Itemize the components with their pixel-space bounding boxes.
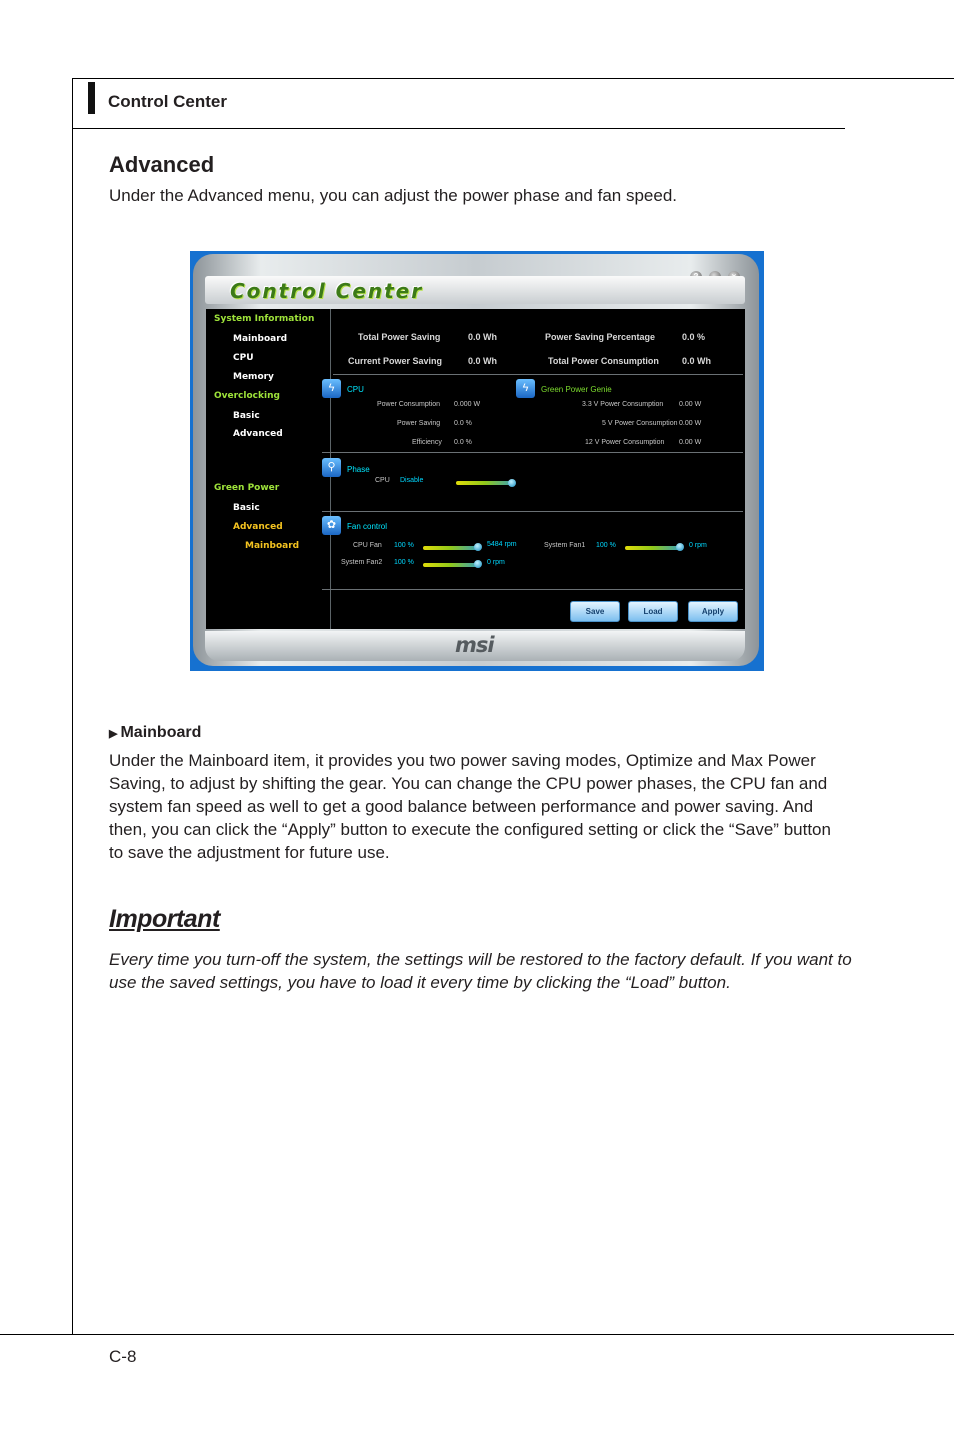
thermometer-icon: ⚲ <box>322 458 341 477</box>
divider <box>322 511 743 512</box>
running-header: Control Center <box>108 92 227 111</box>
intro-text: Under the Advanced menu, you can adjust the power phase and fan speed. <box>109 186 678 205</box>
current-power-saving-label: Current Power Saving <box>348 356 443 366</box>
header-top-rule <box>72 78 954 79</box>
mainboard-heading-text: Mainboard <box>120 724 202 741</box>
header-marker <box>88 82 95 114</box>
nav-gp-basic[interactable]: Basic <box>233 503 260 513</box>
control-center-screenshot <box>190 251 764 671</box>
nav-memory[interactable]: Memory <box>233 372 274 382</box>
current-power-saving-value: 0.0 Wh <box>468 356 498 366</box>
v33-value: 0.00 W <box>679 401 702 408</box>
v12-label: 12 V Power Consumption <box>585 439 665 446</box>
cpu-power-consumption-value: 0.000 W <box>454 401 481 408</box>
total-power-saving-value: 0.0 Wh <box>468 332 498 342</box>
nav-oc-advanced[interactable]: Advanced <box>233 429 283 439</box>
v33-label: 3.3 V Power Consumption <box>582 401 664 408</box>
fan-section-title: Fan control <box>347 522 388 531</box>
title-bar <box>205 276 745 304</box>
sys-fan1-percent: 100 % <box>596 542 616 549</box>
total-power-consumption-label: Total Power Consumption <box>548 356 659 366</box>
nav-system-information[interactable]: System Information <box>214 314 315 324</box>
sys-fan2-percent: 100 % <box>394 559 414 566</box>
v5-value: 0.00 W <box>679 420 702 427</box>
important-heading: Important <box>109 905 220 933</box>
brand-bar <box>205 631 745 661</box>
footer-rule <box>0 1334 954 1335</box>
nav-overclocking[interactable]: Overclocking <box>214 391 280 401</box>
page-left-rule <box>72 78 73 1335</box>
v12-value: 0.00 W <box>679 439 702 446</box>
phase-cpu-label: CPU <box>375 477 390 484</box>
v5-label: 5 V Power Consumption <box>602 420 678 427</box>
cpu-efficiency-value: 0.0 % <box>454 439 472 446</box>
sidebar-nav <box>206 309 331 629</box>
lightning-icon: ϟ <box>516 379 535 398</box>
nav-oc-basic[interactable]: Basic <box>233 411 260 421</box>
cpu-power-saving-label: Power Saving <box>397 420 441 427</box>
power-saving-percentage-label: Power Saving Percentage <box>545 332 656 342</box>
apply-button[interactable]: Apply <box>688 601 738 622</box>
total-power-consumption-value: 0.0 Wh <box>682 356 712 366</box>
cpu-power-consumption-label: Power Consumption <box>377 401 441 408</box>
phase-slider[interactable] <box>456 481 514 485</box>
section-title: Advanced <box>109 152 215 177</box>
sys-fan2-slider[interactable] <box>423 563 478 567</box>
important-note: Every time you turn-off the system, the settings will be restored to the factory default. If you want to use the saved settings, you have to load it every time by clicking the “Load” button. <box>109 950 852 992</box>
sys-fan1-label: System Fan1 <box>544 542 586 549</box>
phase-cpu-value: Disable <box>400 477 424 484</box>
genie-section-title: Green Power Genie <box>541 385 612 394</box>
sys-fan2-slider-knob[interactable] <box>474 560 482 568</box>
sys-fan1-slider[interactable] <box>625 546 680 550</box>
phase-section-title: Phase <box>347 465 370 474</box>
nav-cpu[interactable]: CPU <box>233 353 254 363</box>
power-saving-percentage-value: 0.0 % <box>682 332 706 342</box>
divider <box>322 452 743 453</box>
sys-fan2-speed: 0 rpm <box>487 559 505 566</box>
save-button[interactable]: Save <box>570 601 620 622</box>
total-power-saving-label: Total Power Saving <box>358 332 441 342</box>
cpu-section-title: CPU <box>347 385 364 394</box>
cpu-fan-slider[interactable] <box>423 546 478 550</box>
cpu-fan-percent: 100 % <box>394 542 414 549</box>
lightning-icon: ϟ <box>322 379 341 398</box>
header-bottom-rule <box>72 128 845 129</box>
fan-icon: ✿ <box>322 516 341 535</box>
app-logo: Control Center <box>230 279 424 303</box>
cpu-fan-label: CPU Fan <box>353 542 382 549</box>
divider <box>333 374 743 375</box>
load-button[interactable]: Load <box>628 601 678 622</box>
page-number: C-8 <box>109 1347 137 1366</box>
sys-fan1-slider-knob[interactable] <box>676 543 684 551</box>
phase-slider-knob[interactable] <box>508 479 516 487</box>
window-frame <box>193 254 759 666</box>
nav-mainboard[interactable]: Mainboard <box>233 334 288 344</box>
nav-gp-mainboard[interactable]: Mainboard <box>245 541 300 551</box>
cpu-power-saving-value: 0.0 % <box>454 420 472 427</box>
main-panel <box>206 309 745 629</box>
nav-green-power[interactable]: Green Power <box>214 483 280 493</box>
mainboard-paragraph: Under the Mainboard item, it provides you two power saving modes, Optimize and Max Power Saving, to adjust by shifting the gear. You can change the CPU power phases, the CPU fan and system fan speed as well to get a good balance between performance and power saving. And then, you can click the “Apply” button to execute the configured setting or click the “Save” button to save the adjustment for future use. <box>109 751 831 862</box>
mainboard-heading <box>109 724 201 742</box>
sys-fan1-speed: 0 rpm <box>689 542 707 549</box>
msi-logo: msi <box>455 633 494 657</box>
sys-fan2-label: System Fan2 <box>341 559 383 566</box>
cpu-efficiency-label: Efficiency <box>412 439 442 446</box>
nav-gp-advanced[interactable]: Advanced <box>233 522 283 532</box>
cpu-fan-slider-knob[interactable] <box>474 543 482 551</box>
divider <box>322 589 743 590</box>
triangle-bullet-icon: ▶ <box>109 728 118 740</box>
cpu-fan-speed: 5484 rpm <box>487 541 517 548</box>
